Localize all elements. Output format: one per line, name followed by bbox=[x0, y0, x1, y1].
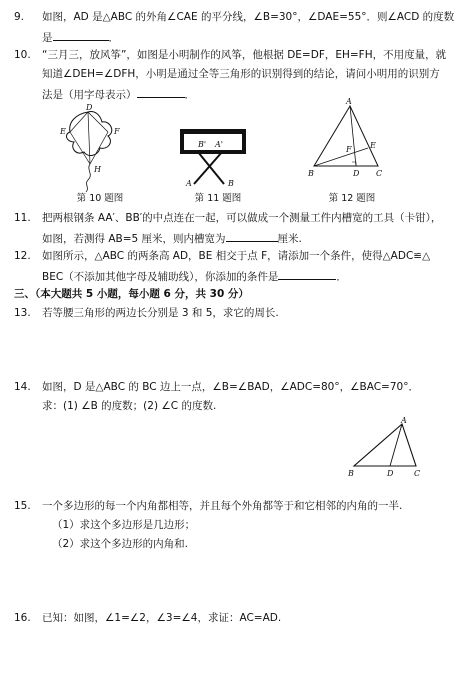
q11-answer-blank bbox=[226, 230, 278, 242]
q9-line1: 如图，AD 是△ABC 的外角∠CAE 的平分线，∠B=30°，∠DAE=55°．则∠ACD 的度数 bbox=[42, 11, 455, 23]
figure-10-kite bbox=[58, 103, 148, 192]
fig11-label-b: B bbox=[228, 179, 234, 188]
q10-number: 10. bbox=[14, 49, 31, 61]
q12-number: 12. bbox=[14, 250, 31, 262]
q12-line2-post: ． bbox=[336, 271, 347, 283]
q13-number: 13. bbox=[14, 307, 31, 319]
q15-number: 15. bbox=[14, 500, 31, 512]
fig10-label-f: F bbox=[114, 127, 120, 136]
q11-line2 bbox=[42, 230, 302, 246]
fig12-label-e: E bbox=[370, 141, 376, 150]
fig12-label-c: C bbox=[376, 169, 383, 178]
fig12-caption: 第 12 题图 bbox=[328, 193, 376, 204]
fig12-label-d: D bbox=[353, 169, 360, 178]
q11-line1: 把两根钢条 AA′、BB′的中点连在一起，可以做成一个测量工件内槽宽的工具（卡钳）， bbox=[42, 212, 442, 224]
fig14-label-b: B bbox=[348, 469, 354, 478]
q9-line2-pre: 是 bbox=[42, 32, 53, 44]
q9-answer-blank bbox=[53, 29, 109, 41]
q10-line2: 知道∠DEH=∠DFH，小明是通过全等三角形的识别得到的结论，请问小明用的识别方 bbox=[42, 68, 440, 80]
fig10-label-d: D bbox=[86, 103, 93, 112]
figure-11-calipers bbox=[176, 128, 252, 188]
q14-number: 14. bbox=[14, 381, 31, 393]
figure-14-triangle bbox=[346, 418, 426, 480]
fig12-label-b: B bbox=[308, 169, 314, 178]
q10-answer-blank bbox=[137, 86, 185, 98]
q12-line2 bbox=[42, 268, 347, 284]
fig10-label-e: E bbox=[60, 127, 66, 136]
q10-line1: “三月三，放风筝”，如图是小明制作的风筝，他根据 DE=DF，EH=FH，不用度量，就 bbox=[42, 49, 447, 61]
q10-line3-pre: 法是（用字母表示） bbox=[42, 89, 137, 101]
q16-text: 已知：如图，∠1=∠2，∠3=∠4，求证：AC=AD. bbox=[42, 612, 282, 624]
fig11-label-aprime: A' bbox=[215, 140, 223, 149]
fig11-caption: 第 11 题图 bbox=[194, 193, 242, 204]
q13-text: 若等腰三角形的两边长分别是 3 和 5，求它的周长. bbox=[42, 307, 279, 319]
fig14-label-c: C bbox=[414, 469, 421, 478]
q12-line2-pre: BEC（不添加其他字母及辅助线），你添加的条件是 bbox=[42, 271, 279, 283]
fig12-label-f: F bbox=[346, 145, 352, 154]
q14-line1: 如图，D 是△ABC 的 BC 边上一点，∠B=∠BAD，∠ADC=80°，∠BAC=70°． bbox=[42, 381, 419, 393]
q12-line1: 如图所示，△ABC 的两条高 AD，BE 相交于点 F，请添加一个条件，使得△ADC≌△ bbox=[42, 250, 431, 262]
q9-line2 bbox=[42, 29, 119, 45]
q12-answer-blank bbox=[278, 268, 336, 280]
fig11-label-a: A bbox=[186, 179, 192, 188]
fig14-label-d: D bbox=[387, 469, 394, 478]
q15-line1: 一个多边形的每一个内角都相等，并且每个外角都等于和它相邻的内角的一半. bbox=[42, 500, 403, 512]
fig12-label-a: A bbox=[346, 97, 352, 106]
q16-number: 16. bbox=[14, 612, 31, 624]
fig10-caption: 第 10 题图 bbox=[76, 193, 124, 204]
section3-heading: 三、（本大题共 5 小题，每小题 6 分，共 30 分） bbox=[14, 288, 249, 300]
q15-sub2: （2）求这个多边形的内角和. bbox=[52, 538, 189, 550]
figure-12-triangle bbox=[306, 97, 396, 182]
fig10-label-h: H bbox=[94, 165, 101, 174]
q9-number: 9. bbox=[14, 11, 25, 23]
q11-line2-post: 厘米. bbox=[277, 233, 302, 245]
q15-sub1: （1）求这个多边形是几边形； bbox=[52, 519, 196, 531]
q11-number: 11. bbox=[14, 212, 31, 224]
q9-line2-post: ． bbox=[108, 32, 119, 44]
q11-line2-pre: 如图，若测得 AB=5 厘米，则内槽宽为 bbox=[42, 233, 226, 245]
fig14-label-a: A bbox=[401, 416, 407, 425]
q10-line3 bbox=[42, 86, 195, 102]
q10-line3-post: ． bbox=[184, 89, 195, 101]
fig11-label-bprime: B' bbox=[198, 140, 207, 149]
q14-line2: 求：(1) ∠B 的度数；(2) ∠C 的度数. bbox=[42, 400, 217, 412]
